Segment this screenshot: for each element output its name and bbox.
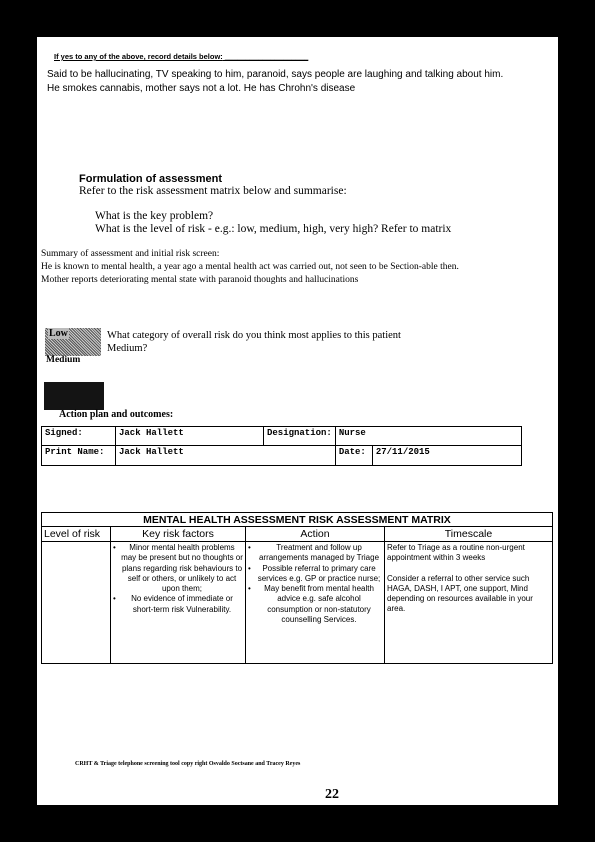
redacted-block [44, 382, 104, 410]
print-name-label: Print Name: [42, 446, 116, 466]
record-details-heading: If yes to any of the above, record details below: ____________________ [54, 52, 309, 61]
risk-category-question: What category of overall risk do you think most applies to this patient [107, 330, 401, 341]
key-factor-item: • Minor mental health problems may be present but no thoughts or plans regarding risk behaviours to self or others, or unlikely to act upon them; [113, 543, 243, 594]
timescale-text: Consider a referral to other service such HAGA, DASH, I APT, one support, Mind depending on resources available in your area. [387, 573, 533, 614]
matrix-title: MENTAL HEALTH ASSESSMENT RISK ASSESSMENT MATRIX [42, 513, 553, 527]
key-risk-factors-cell [111, 542, 246, 664]
risk-category-answer: Medium? [107, 343, 148, 354]
header-action: Action [246, 527, 385, 542]
medium-risk-label: Medium [46, 355, 81, 365]
risk-assessment-matrix [41, 512, 553, 664]
details-line-1: Said to be hallucinating, TV speaking to him, paranoid, says people are laughing and talking about him. [47, 69, 504, 80]
action-plan-heading: Action plan and outcomes: [59, 409, 174, 420]
question-key-problem: What is the key problem? [95, 210, 214, 222]
header-level-of-risk: Level of risk [42, 527, 111, 542]
action-cell [246, 542, 385, 664]
signed-value: Jack Hallett [116, 427, 264, 446]
header-timescale: Timescale [385, 527, 553, 542]
details-line-2: He smokes cannabis, mother says not a lot. He has Chrohn's disease [47, 83, 356, 94]
signed-label: Signed: [42, 427, 116, 446]
designation-label: Designation: [264, 427, 336, 446]
summary-line-1: He is known to mental health, a year ago a mental health act was carried out, not seen to be Section-able then. [41, 262, 459, 272]
low-risk-label: Low [49, 328, 68, 339]
action-item: • Possible referral to primary care services e.g. GP or practice nurse; [248, 564, 382, 585]
timescale-text: Refer to Triage as a routine non-urgent appointment within 3 weeks [387, 543, 525, 563]
action-item: • May benefit from mental health advice e.g. safe alcohol consumption or non-statutory counselling Services. [248, 584, 382, 625]
formulation-heading: Formulation of assessment [79, 173, 223, 185]
key-factor-item: • No evidence of immediate or short-term risk Vulnerability. [113, 594, 243, 615]
footer-copyright: CRHT & Triage telephone screening tool copy right Osvaldo Soctsane and Tracey Reyes [75, 761, 301, 767]
summary-heading: Summary of assessment and initial risk screen: [41, 249, 220, 259]
date-value: 27/11/2015 [372, 446, 521, 466]
page-number: 22 [325, 787, 339, 802]
formulation-intro: Refer to the risk assessment matrix below and summarise: [79, 185, 347, 197]
summary-line-2: Mother reports deteriorating mental state with paranoid thoughts and hallucinations [41, 275, 359, 285]
signature-table [41, 426, 522, 466]
print-name-value: Jack Hallett [116, 446, 336, 466]
date-label: Date: [335, 446, 372, 466]
designation-value: Nurse [335, 427, 521, 446]
level-of-risk-cell [42, 542, 111, 664]
timescale-cell [385, 542, 553, 664]
question-risk-level: What is the level of risk - e.g.: low, medium, high, very high? Refer to matrix [95, 223, 452, 235]
action-item: • Treatment and follow up arrangements managed by Triage [248, 543, 382, 564]
header-key-risk-factors: Key risk factors [111, 527, 246, 542]
document-page [37, 37, 558, 805]
